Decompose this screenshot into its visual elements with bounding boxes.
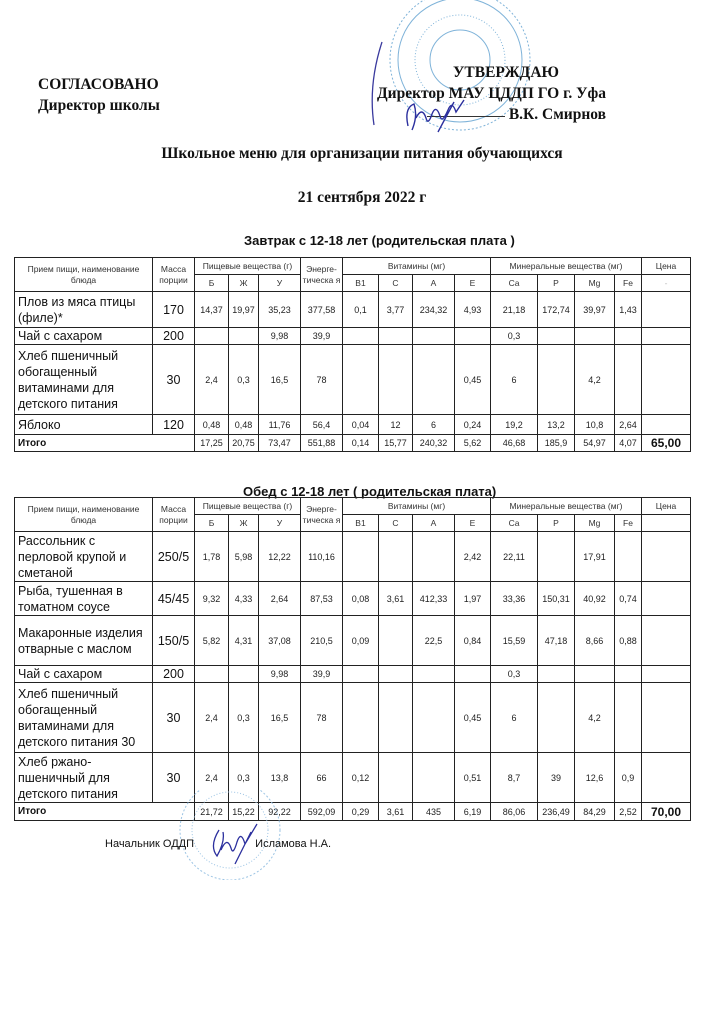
total-mg: 84,29	[575, 803, 615, 821]
cell-carbs: 11,76	[259, 415, 301, 435]
cell-ca: 6	[491, 345, 538, 415]
cell-b1	[343, 666, 379, 683]
total-c: 3,61	[379, 803, 413, 821]
document-title: Школьное меню для организации питания обучающихся	[161, 145, 563, 162]
cell-fe: 0,74	[615, 582, 642, 616]
cell-price	[642, 753, 691, 803]
cell-mg: 39,97	[575, 292, 615, 328]
header-a: A	[413, 275, 455, 292]
header-protein: Б	[195, 275, 229, 292]
dish-mass: 200	[153, 666, 195, 683]
total-fe: 4,07	[615, 435, 642, 452]
cell-price	[642, 616, 691, 666]
total-carbs: 92,22	[259, 803, 301, 821]
header-energy: Энерге-тическа я	[301, 258, 343, 292]
cell-protein: 2,4	[195, 683, 229, 753]
total-protein: 21,72	[195, 803, 229, 821]
cell-fe: 2,64	[615, 415, 642, 435]
footer-signature-icon	[205, 822, 265, 866]
cell-p	[538, 328, 575, 345]
cell-mg: 40,92	[575, 582, 615, 616]
header-minerals: Минеральные вещества (мг)	[491, 498, 642, 515]
cell-a	[413, 532, 455, 582]
cell-e: 0,51	[455, 753, 491, 803]
cell-mg: 4,2	[575, 683, 615, 753]
footer-name: Исламова Н.А.	[255, 838, 332, 850]
breakfast-title: Завтрак с 12-18 лет (родительская плата )	[244, 233, 515, 248]
total-energy: 551,88	[301, 435, 343, 452]
total-label: Итого	[15, 803, 195, 821]
total-row	[15, 803, 691, 821]
cell-b1: 0,09	[343, 616, 379, 666]
cell-p: 39	[538, 753, 575, 803]
cell-fat: 0,3	[229, 683, 259, 753]
total-row	[15, 435, 691, 452]
header-price: Цена	[642, 258, 691, 275]
cell-a	[413, 666, 455, 683]
cell-a	[413, 345, 455, 415]
cell-fe: 0,9	[615, 753, 642, 803]
header-mass: Масса порции	[153, 258, 195, 292]
total-ca: 46,68	[491, 435, 538, 452]
cell-fe	[615, 683, 642, 753]
total-e: 5,62	[455, 435, 491, 452]
cell-price	[642, 328, 691, 345]
header-b1: B1	[343, 275, 379, 292]
cell-e: 0,84	[455, 616, 491, 666]
cell-ca: 8,7	[491, 753, 538, 803]
cell-e: 0,45	[455, 345, 491, 415]
cell-mg	[575, 666, 615, 683]
cell-fat: 5,98	[229, 532, 259, 582]
cell-mg: 10,8	[575, 415, 615, 435]
header-mg: Mg	[575, 275, 615, 292]
total-a: 240,32	[413, 435, 455, 452]
header-protein: Б	[195, 515, 229, 532]
table-row	[15, 328, 691, 345]
table-row	[15, 666, 691, 683]
lunch-title: Обед с 12-18 лет ( родительская плата)	[243, 484, 497, 499]
cell-fat: 4,33	[229, 582, 259, 616]
header-nutrients: Пищевые вещества (г)	[195, 498, 301, 515]
cell-energy: 87,53	[301, 582, 343, 616]
cell-b1	[343, 328, 379, 345]
cell-carbs: 35,23	[259, 292, 301, 328]
table-row	[15, 345, 691, 415]
cell-price	[642, 532, 691, 582]
dish-name: Хлеб пшеничный обогащенный витаминами для детского питания	[15, 345, 153, 415]
cell-energy: 78	[301, 345, 343, 415]
cell-price	[642, 666, 691, 683]
header-c: C	[379, 515, 413, 532]
total-price: 70,00	[642, 803, 691, 821]
cell-c: 3,61	[379, 582, 413, 616]
cell-mg: 4,2	[575, 345, 615, 415]
cell-fat	[229, 328, 259, 345]
cell-fat: 0,3	[229, 345, 259, 415]
cell-protein: 2,4	[195, 345, 229, 415]
dish-mass: 170	[153, 292, 195, 328]
table-row	[15, 753, 691, 803]
cell-carbs: 2,64	[259, 582, 301, 616]
cell-a	[413, 328, 455, 345]
total-carbs: 73,47	[259, 435, 301, 452]
approved-title: УТВЕРЖДАЮ	[453, 64, 559, 81]
cell-fat: 0,3	[229, 753, 259, 803]
header-b1: B1	[343, 515, 379, 532]
director-signature-icon	[398, 96, 478, 136]
header-minerals: Минеральные вещества (мг)	[491, 258, 642, 275]
total-protein: 17,25	[195, 435, 229, 452]
header-energy: Энерге-тическа я	[301, 498, 343, 532]
cell-energy: 377,58	[301, 292, 343, 328]
cell-e	[455, 328, 491, 345]
cell-c	[379, 328, 413, 345]
approved-name: В.К. Смирнов	[508, 106, 606, 123]
cell-b1	[343, 345, 379, 415]
cell-a: 6	[413, 415, 455, 435]
cell-fat	[229, 666, 259, 683]
cell-protein: 1,78	[195, 532, 229, 582]
header-vitamins: Витамины (мг)	[343, 258, 491, 275]
cell-protein: 0,48	[195, 415, 229, 435]
cell-price	[642, 683, 691, 753]
dish-mass: 30	[153, 683, 195, 753]
cell-ca: 33,36	[491, 582, 538, 616]
dish-name: Хлеб пшеничный обогащенный витаминами для детского питания 30	[15, 683, 153, 753]
cell-price	[642, 415, 691, 435]
total-fe: 2,52	[615, 803, 642, 821]
cell-a: 234,32	[413, 292, 455, 328]
cell-b1: 0,12	[343, 753, 379, 803]
cell-e: 0,24	[455, 415, 491, 435]
cell-p: 47,18	[538, 616, 575, 666]
cell-fat: 19,97	[229, 292, 259, 328]
cell-protein: 5,82	[195, 616, 229, 666]
cell-p	[538, 345, 575, 415]
total-fat: 15,22	[229, 803, 259, 821]
cell-b1: 0,1	[343, 292, 379, 328]
header-p: P	[538, 515, 575, 532]
cell-carbs: 16,5	[259, 683, 301, 753]
table-row	[15, 582, 691, 616]
dish-mass: 200	[153, 328, 195, 345]
cell-e	[455, 666, 491, 683]
table-row	[15, 415, 691, 435]
cell-b1: 0,08	[343, 582, 379, 616]
cell-protein	[195, 666, 229, 683]
total-label: Итого	[15, 435, 195, 452]
dish-mass: 30	[153, 753, 195, 803]
header-price-sub	[642, 515, 691, 532]
cell-carbs: 13,8	[259, 753, 301, 803]
cell-protein: 9,32	[195, 582, 229, 616]
dish-name: Рассольник с перловой крупой и сметаной	[15, 532, 153, 582]
total-a: 435	[413, 803, 455, 821]
dish-mass: 120	[153, 415, 195, 435]
table-row	[15, 532, 691, 582]
cell-fe	[615, 666, 642, 683]
cell-protein: 14,37	[195, 292, 229, 328]
cell-energy: 56,4	[301, 415, 343, 435]
cell-a: 412,33	[413, 582, 455, 616]
header-dish: Прием пищи, наименование блюда	[15, 258, 153, 292]
total-b1: 0,14	[343, 435, 379, 452]
cell-a	[413, 753, 455, 803]
cell-fat: 4,31	[229, 616, 259, 666]
dish-mass: 150/5	[153, 616, 195, 666]
cell-e: 1,97	[455, 582, 491, 616]
cell-b1	[343, 532, 379, 582]
cell-c	[379, 345, 413, 415]
cell-energy: 110,16	[301, 532, 343, 582]
cell-price	[642, 582, 691, 616]
cell-c	[379, 532, 413, 582]
header-fe: Fe	[615, 275, 642, 292]
cell-protein: 2,4	[195, 753, 229, 803]
breakfast-table	[14, 257, 691, 452]
cell-e: 2,42	[455, 532, 491, 582]
header-c: C	[379, 275, 413, 292]
cell-carbs: 37,08	[259, 616, 301, 666]
header-p: P	[538, 275, 575, 292]
cell-fe	[615, 328, 642, 345]
cell-carbs: 16,5	[259, 345, 301, 415]
header-fat: Ж	[229, 515, 259, 532]
cell-c: 3,77	[379, 292, 413, 328]
cell-c	[379, 753, 413, 803]
total-p: 236,49	[538, 803, 575, 821]
header-ca: Ca	[491, 515, 538, 532]
cell-fe	[615, 532, 642, 582]
cell-ca: 6	[491, 683, 538, 753]
header-mass: Масса порции	[153, 498, 195, 532]
cell-ca: 0,3	[491, 328, 538, 345]
cell-price	[642, 292, 691, 328]
cell-energy: 78	[301, 683, 343, 753]
cell-c: 12	[379, 415, 413, 435]
total-mg: 54,97	[575, 435, 615, 452]
dish-mass: 250/5	[153, 532, 195, 582]
cell-ca: 0,3	[491, 666, 538, 683]
cell-carbs: 9,98	[259, 666, 301, 683]
cell-fe: 0,88	[615, 616, 642, 666]
cell-fe	[615, 345, 642, 415]
cell-p	[538, 683, 575, 753]
cell-ca: 15,59	[491, 616, 538, 666]
cell-e: 0,45	[455, 683, 491, 753]
cell-b1: 0,04	[343, 415, 379, 435]
agreed-position: Директор школы	[38, 97, 160, 114]
cell-fat: 0,48	[229, 415, 259, 435]
cell-energy: 210,5	[301, 616, 343, 666]
agreed-title: СОГЛАСОВАНО	[38, 76, 159, 93]
dish-name: Плов из мяса птицы (филе)*	[15, 292, 153, 328]
cell-fe: 1,43	[615, 292, 642, 328]
header-vitamins: Витамины (мг)	[343, 498, 491, 515]
cell-ca: 21,18	[491, 292, 538, 328]
header-fat: Ж	[229, 275, 259, 292]
cell-a: 22,5	[413, 616, 455, 666]
agreed-block	[38, 74, 160, 116]
total-p: 185,9	[538, 435, 575, 452]
dish-name: Чай с сахаром	[15, 666, 153, 683]
total-price: 65,00	[642, 435, 691, 452]
dish-name: Хлеб ржано-пшеничный для детского питания	[15, 753, 153, 803]
header-price-sub: -	[642, 275, 691, 292]
total-e: 6,19	[455, 803, 491, 821]
cell-protein	[195, 328, 229, 345]
footer-position: Начальник ОДДП	[105, 838, 195, 850]
cell-c	[379, 683, 413, 753]
header-dish: Прием пищи, наименование блюда	[15, 498, 153, 532]
dish-name: Чай с сахаром	[15, 328, 153, 345]
dish-mass: 45/45	[153, 582, 195, 616]
lunch-table	[14, 497, 691, 821]
header-carbs: У	[259, 275, 301, 292]
total-energy: 592,09	[301, 803, 343, 821]
cell-mg: 12,6	[575, 753, 615, 803]
cell-b1	[343, 683, 379, 753]
cell-ca: 22,11	[491, 532, 538, 582]
cell-p: 172,74	[538, 292, 575, 328]
dish-mass: 30	[153, 345, 195, 415]
cell-price	[642, 345, 691, 415]
cell-p: 13,2	[538, 415, 575, 435]
header-e: E	[455, 515, 491, 532]
header-carbs: У	[259, 515, 301, 532]
total-c: 15,77	[379, 435, 413, 452]
header-fe: Fe	[615, 515, 642, 532]
table-row	[15, 616, 691, 666]
header-ca: Ca	[491, 275, 538, 292]
document-date: 21 сентября 2022 г	[297, 189, 427, 206]
header-mg: Mg	[575, 515, 615, 532]
dish-name: Яблоко	[15, 415, 153, 435]
header-e: E	[455, 275, 491, 292]
cell-carbs: 12,22	[259, 532, 301, 582]
cell-mg	[575, 328, 615, 345]
header-nutrients: Пищевые вещества (г)	[195, 258, 301, 275]
cell-e: 4,93	[455, 292, 491, 328]
cell-p	[538, 532, 575, 582]
cell-p	[538, 666, 575, 683]
header-a: A	[413, 515, 455, 532]
cell-energy: 39,9	[301, 328, 343, 345]
dish-name: Макаронные изделия отварные с маслом	[15, 616, 153, 666]
cell-mg: 17,91	[575, 532, 615, 582]
total-ca: 86,06	[491, 803, 538, 821]
cell-mg: 8,66	[575, 616, 615, 666]
cell-carbs: 9,98	[259, 328, 301, 345]
cell-ca: 19,2	[491, 415, 538, 435]
table-row	[15, 292, 691, 328]
cell-a	[413, 683, 455, 753]
cell-p: 150,31	[538, 582, 575, 616]
cell-c	[379, 666, 413, 683]
cell-c	[379, 616, 413, 666]
total-fat: 20,75	[229, 435, 259, 452]
cell-energy: 39,9	[301, 666, 343, 683]
table-row	[15, 683, 691, 753]
total-b1: 0,29	[343, 803, 379, 821]
dish-name: Рыба, тушенная в томатном соусе	[15, 582, 153, 616]
approved-position: Директор МАУ ЦДДП ГО г. Уфа	[376, 85, 606, 102]
cell-energy: 66	[301, 753, 343, 803]
header-price: Цена	[642, 498, 691, 515]
